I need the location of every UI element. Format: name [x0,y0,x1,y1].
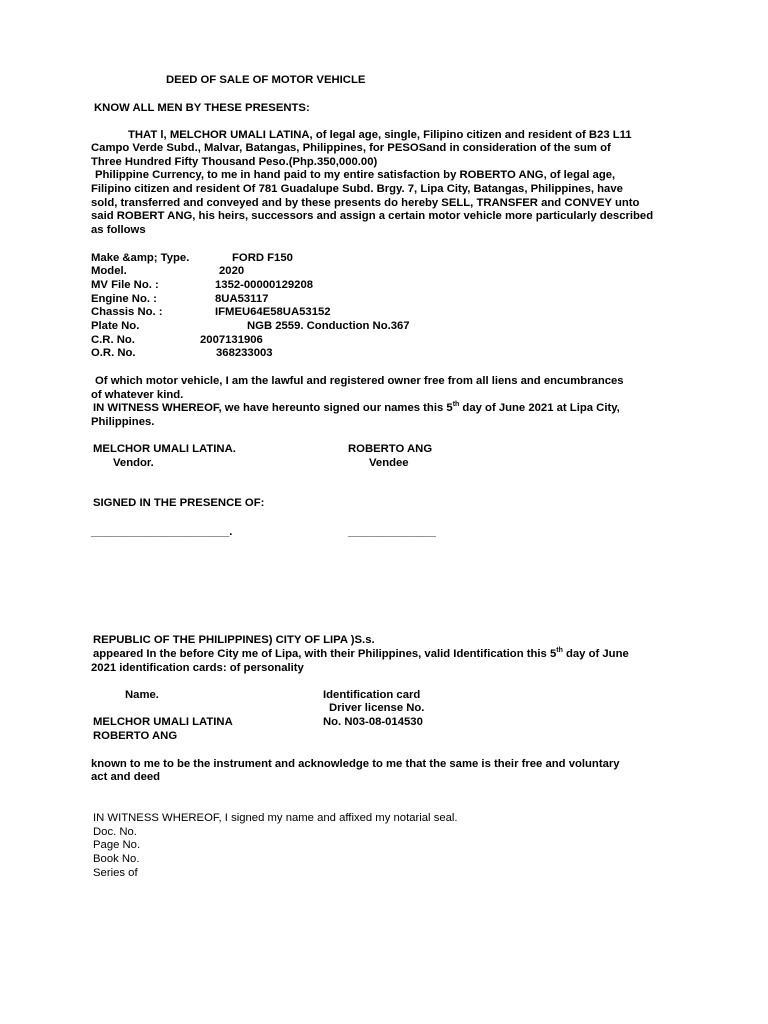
para2-line5: as follows [91,224,146,236]
para2-line1: Philippine Currency, to me in hand paid to my entire satisfaction by ROBERTO ANG, of legal age, [95,169,616,181]
notary-book-no: Book No. [93,853,140,865]
know-all-heading: KNOW ALL MEN BY THESE PRESENTS: [94,102,310,114]
vendor-role: Vendor. [113,457,154,469]
appeared-date-suffix: th [556,647,563,654]
vehicle-make-label: Make &amp; Type. [91,252,190,264]
vehicle-model-label: Model. [91,265,127,277]
para2-line4: said ROBERT ANG, his heirs, successors and assign a certain motor vehicle more particularly described [91,210,654,222]
vehicle-cr-label: C.R. No. [91,334,135,346]
para1-line1: THAT l, MELCHOR UMALI LATINA, of legal age, single, Filipino citizen and resident of B23 L11 [128,129,632,141]
para1-line2: Campo Verde Subd., Malvar, Batangas, Philippines, for PESOSand in consideration of the sum of [91,142,611,154]
name-column-header: Name. [125,689,159,701]
person1-name: MELCHOR UMALI LATINA [93,716,233,728]
appeared-text-start: appeared In the before City me of Lipa, with their Philippines, valid Identification this 5 [93,648,557,660]
id-column-subheader: Driver license No. [329,702,425,714]
person1-id: No. N03-08-014530 [323,716,423,728]
para2-line2: Filipino citizen and resident Of 781 Guadalupe Subd. Brgy. 7, Lipa City, Batangas, Philippines, have [91,183,623,195]
notary-witness: IN WITNESS WHEREOF, I signed my name and affixed my notarial seal. [93,812,458,824]
vehicle-chassis-label: Chassis No. : [91,306,163,318]
notary-page-no: Page No. [93,839,141,851]
vehicle-plate-label: Plate No. [91,320,140,332]
vehicle-plate-value: NGB 2559. Conduction No.367 [247,320,410,332]
appeared-text-end: day of June [562,648,629,660]
witness-line1 [93,401,620,415]
witness-text-start: IN WITNESS WHEREOF, we have hereunto signed our names this 5 [93,402,453,414]
known-line2: act and deed [91,771,161,783]
signed-presence-heading: SIGNED IN THE PRESENCE OF: [93,497,265,509]
vehicle-or-label: O.R. No. [91,347,136,359]
vehicle-or-value: 368233003 [216,347,273,359]
notary-series-of: Series of [93,867,138,879]
witness-date-suffix: th [452,401,460,408]
vehicle-chassis-value: IFMEU64E58UA53152 [215,306,331,318]
vehicle-mvfile-value: 1352-00000129208 [215,279,314,291]
owner-line2: of whatever kind. [91,389,184,401]
appeared-line1 [93,647,629,661]
vendee-name: ROBERTO ANG [348,443,433,455]
witness-text-end: day of June 2021 at Lipa City, [459,402,620,414]
known-line1: known to me to be the instrument and acknowledge to me that the same is their free and voluntary [91,758,620,770]
vehicle-mvfile-label: MV File No. : [91,279,159,291]
document-title: DEED OF SALE OF MOTOR VEHICLE [166,74,366,86]
appeared-line2: 2021 identification cards: of personality [91,662,304,674]
owner-line1: Of which motor vehicle, I am the lawful and registered owner free from all liens and encumbrances [95,375,624,387]
vendee-role: Vendee [369,457,409,469]
witness-line2: Philippines. [91,416,155,428]
vehicle-engine-value: 8UA53117 [215,293,269,305]
para1-line3: Three Hundred Fifty Thousand Peso.(Php.350,000.00) [91,156,378,168]
witness-signature-line-2: ______________ [348,526,436,538]
vehicle-make-value: FORD F150 [232,252,293,264]
vehicle-model-value: 2020 [219,265,245,277]
witness-signature-line-1: ______________________. [91,526,233,538]
notary-doc-no: Doc. No. [93,826,137,838]
vehicle-engine-label: Engine No. : [91,293,157,305]
id-column-header: Identification card [323,689,421,701]
person2-name: ROBERTO ANG [93,730,178,742]
vehicle-cr-value: 2007131906 [200,334,263,346]
vendor-name: MELCHOR UMALI LATINA. [93,443,236,455]
republic-heading: REPUBLIC OF THE PHILIPPINES) CITY OF LIPA )S.s. [93,634,375,646]
para2-line3: sold, transferred and conveyed and by these presents do hereby SELL, TRANSFER and CONVEY unto [91,197,640,209]
